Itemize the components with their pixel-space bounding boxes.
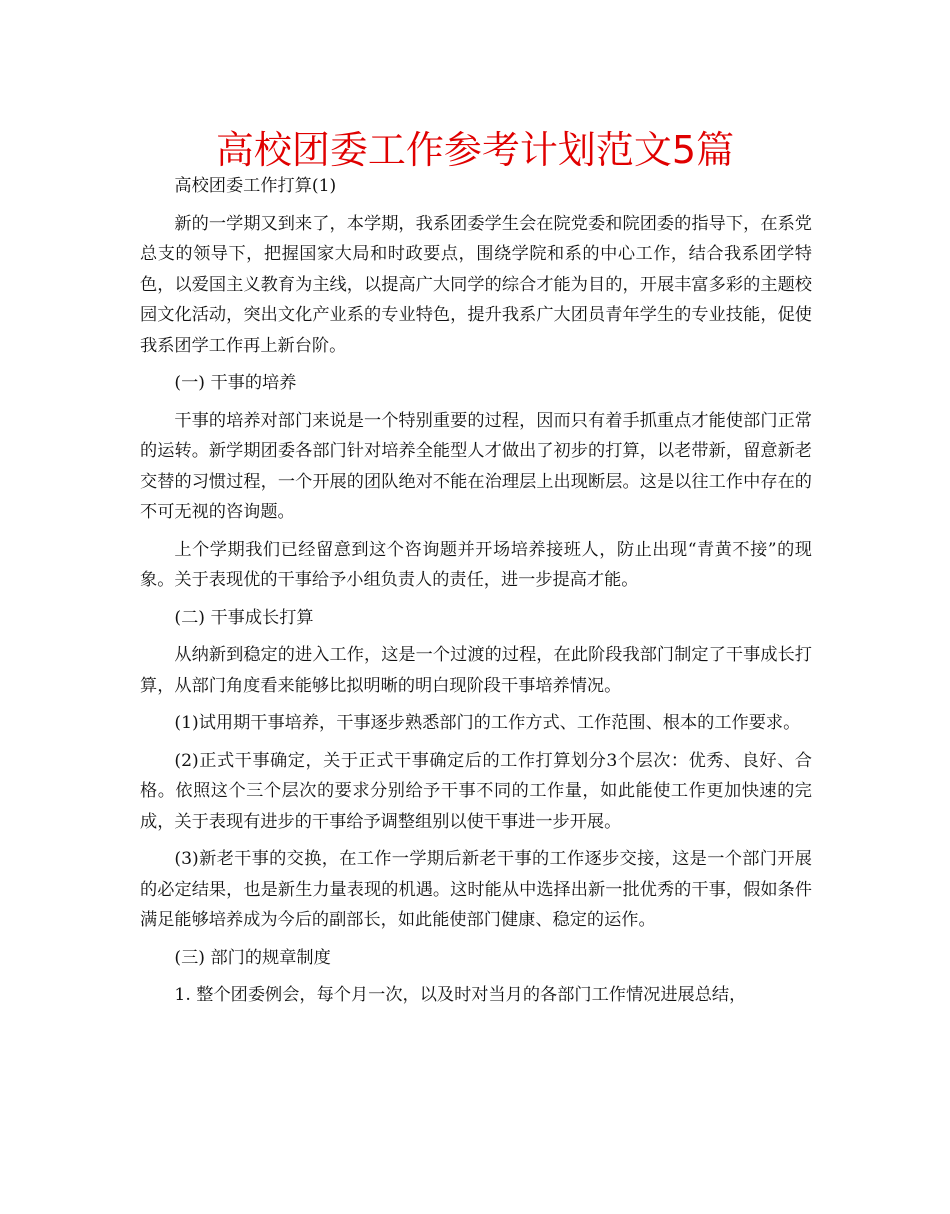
paragraph: 从纳新到稳定的进入工作，这是一个过渡的过程，在此阶段我部门制定了干事成长打算，从部门角度看来能够比拟明晰的明白现阶段干事培养情况。 [140,645,812,696]
paragraph: 上个学期我们已经留意到这个咨询题并开场培养接班人，防止出现“青黄不接”的现象。关于表现优的干事给予小组负责人的责任，进一步提高才能。 [140,539,812,590]
section-heading: 高校团委工作打算(1) [174,176,337,196]
list-item: (3)新老干事的交换，在工作一学期后新老干事的工作逐步交接，这是一个部门开展的必定结果，也是新生力量表现的机遇。这时能从中选择出新一批优秀的干事，假如条件满足能够培养成为今后的副部长，如此能使部门健康、稳定的运作。 [140,849,812,930]
paragraph: 新的一学期又到来了，本学期，我系团委学生会在院党委和院团委的指导下，在系党总支的领导下，把握国家大局和时政要点，围绕学院和系的中心工作，结合我系团学特色，以爱国主义教育为主线，以提高广大同学的综合才能为目的，开展丰富多彩的主题校园文化活动，突出文化产业系的专业特色，提升我系广大团员青年学生的专业技能，促使我系团学工作再上新台阶。 [140,213,812,356]
list-item: (1)试用期干事培养，干事逐步熟悉部门的工作方式、工作范围、根本的工作要求。 [174,713,801,733]
paragraph: 干事的培养对部门来说是一个特别重要的过程，因而只有着手抓重点才能使部门正常的运转。新学期团委各部门针对培养全能型人才做出了初步的打算，以老带新，留意新老交替的习惯过程，一个开展的团队绝对不能在治理层上出现断层。这是以往工作中存在的不可无视的咨询题。 [140,410,812,522]
document-title: 高校团委工作参考计划范文5篇 [215,128,735,172]
section-heading: (一) 干事的培养 [174,373,297,393]
section-heading: (二) 干事成长打算 [174,607,314,628]
section-heading: (三) 部门的规章制度 [174,947,331,968]
document-body [140,171,812,1011]
list-item: 1. 整个团委例会，每个月一次，以及时对当月的各部门工作情况进展总结， [174,985,747,1005]
list-item: (2)正式干事确定，关于正式干事确定后的工作打算划分3个层次：优秀、良好、合格。依照这个三个层次的要求分别给予干事不同的工作量，如此能使工作更加快速的完成，关于表现有进步的干事给予调整组别以使干事进一步开展。 [140,750,812,832]
